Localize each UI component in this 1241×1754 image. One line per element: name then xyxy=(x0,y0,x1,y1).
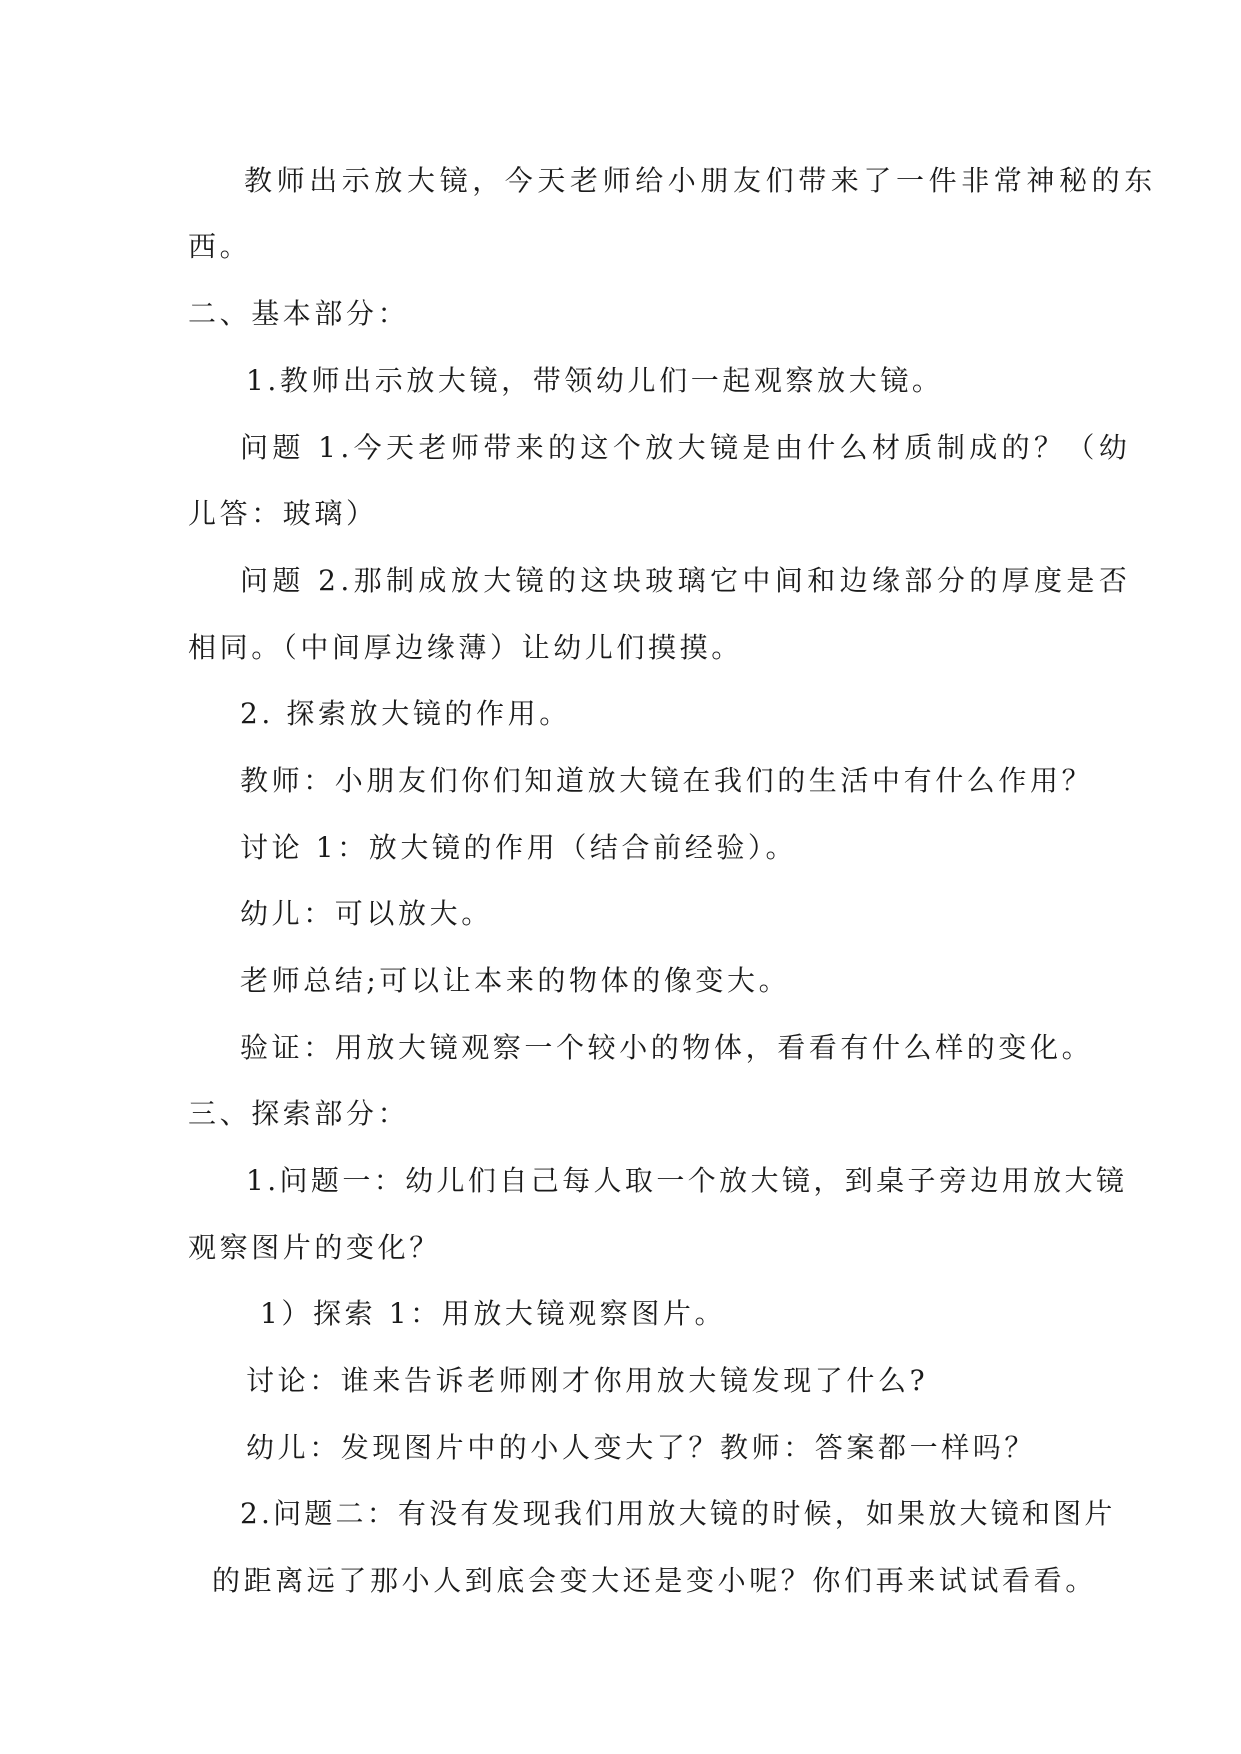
explore-question-2-line-1: 2.问题二：有没有发现我们用放大镜的时候，如果放大镜和图片 xyxy=(240,1497,1116,1530)
teacher-summary: 老师总结;可以让本来的物体的像变大。 xyxy=(240,964,791,997)
child-answer-2: 幼儿：发现图片中的小人变大了？教师：答案都一样吗？ xyxy=(246,1431,1037,1464)
explore-1: 1）探索 1：用放大镜观察图片。 xyxy=(260,1297,727,1330)
paragraph-intro-line-1: 教师出示放大镜，今天老师给小朋友们带来了一件非常神秘的东 xyxy=(244,164,1157,197)
question-1-line-1: 问题 1.今天老师带来的这个放大镜是由什么材质制成的？（幼 xyxy=(240,431,1132,464)
child-answer-1: 幼儿：可以放大。 xyxy=(240,897,493,930)
question-2-line-1: 问题 2.那制成放大镜的这块玻璃它中间和边缘部分的厚度是否 xyxy=(240,564,1132,597)
teacher-question: 教师：小朋友们你们知道放大镜在我们的生活中有什么作用？ xyxy=(240,764,1094,797)
discussion-1: 讨论 1：放大镜的作用（结合前经验）。 xyxy=(240,831,798,864)
section-heading-basic: 二、基本部分： xyxy=(188,297,410,330)
discussion-2: 讨论：谁来告诉老师刚才你用放大镜发现了什么? xyxy=(246,1364,929,1397)
section-heading-explore: 三、探索部分： xyxy=(188,1097,410,1130)
question-1-line-2: 儿答：玻璃） xyxy=(188,497,378,530)
explore-question-1-line-1: 1.问题一：幼儿们自己每人取一个放大镜，到桌子旁边用放大镜 xyxy=(246,1164,1128,1197)
item-2-heading: 2. 探索放大镜的作用。 xyxy=(240,697,571,730)
explore-question-1-line-2: 观察图片的变化？ xyxy=(188,1231,441,1264)
item-1-heading: 1.教师出示放大镜，带领幼儿们一起观察放大镜。 xyxy=(246,364,944,397)
verification: 验证：用放大镜观察一个较小的物体，看看有什么样的变化。 xyxy=(240,1031,1094,1064)
question-2-line-2: 相同。（中间厚边缘薄）让幼儿们摸摸。 xyxy=(188,631,743,664)
explore-question-2-line-2: 的距离远了那小人到底会变大还是变小呢？你们再来试试看看。 xyxy=(212,1564,1097,1597)
paragraph-intro-line-2: 西。 xyxy=(188,230,252,263)
